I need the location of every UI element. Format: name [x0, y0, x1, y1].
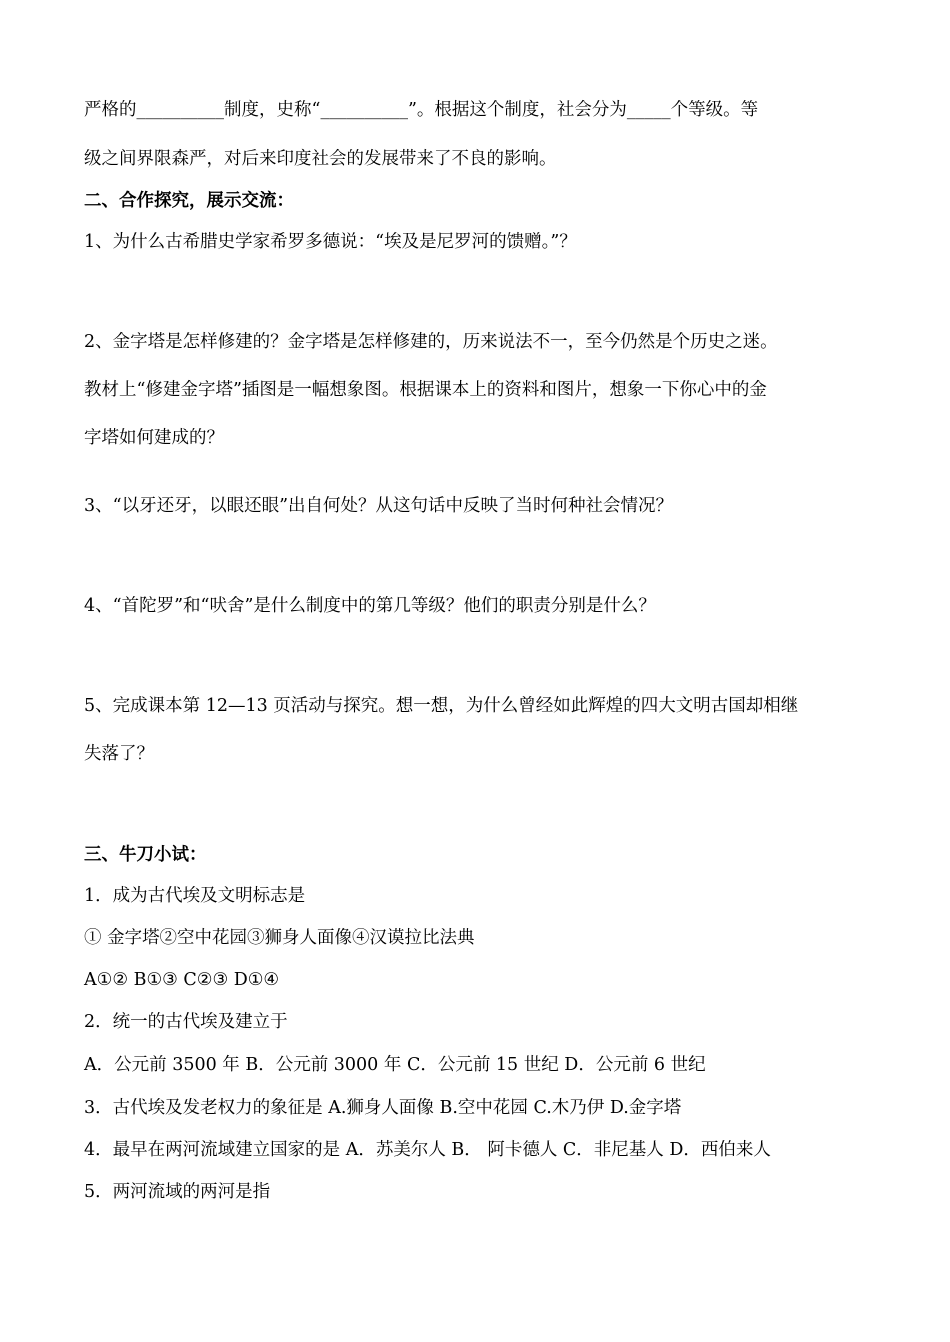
question-2-2-line-2: 教材上“修建金字塔”插图是一幅想象图。根据课本上的资料和图片，想象一下你心中的金	[84, 380, 767, 400]
question-3-1-items: ① 金字塔②空中花园③狮身人面像④汉谟拉比法典	[84, 928, 475, 948]
question-3-1-options: A①② B①③ C②③ D①④	[84, 970, 280, 990]
question-2-2-line-3: 字塔如何建成的？	[84, 428, 224, 448]
question-2-2-line-1: 2、金字塔是怎样修建的？金字塔是怎样修建的，历来说法不一，至今仍然是个历史之迷。	[84, 332, 778, 352]
section-2-heading: 二、合作探究，展示交流：	[84, 191, 294, 211]
question-3-2: 2．统一的古代埃及建立于	[84, 1012, 288, 1032]
question-3-1: 1．成为古代埃及文明标志是	[84, 886, 306, 906]
question-2-3: 3、“以牙还牙，以眼还眼”出自何处？从这句话中反映了当时何种社会情况？	[84, 496, 674, 516]
question-2-4: 4、“首陀罗”和“吠舍”是什么制度中的第几等级？他们的职责分别是什么？	[84, 596, 656, 616]
question-3-3: 3．古代埃及发老权力的象征是 A.狮身人面像 B.空中花园 C.木乃伊 D.金字塔	[84, 1098, 682, 1118]
question-2-5-line-2: 失落了？	[84, 744, 154, 764]
question-3-4: 4．最早在两河流域建立国家的是 A．苏美尔人 B． 阿卡德人 C．非尼基人 D．西伯来人	[84, 1140, 771, 1160]
question-3-5: 5．两河流域的两河是指	[84, 1182, 271, 1202]
question-3-2-options: A．公元前 3500 年 B．公元前 3000 年 C．公元前 15 世纪 D．公元前 6 世纪	[84, 1055, 706, 1075]
question-2-1: 1、为什么古希腊史学家希罗多德说：“埃及是尼罗河的馈赠。”？	[84, 232, 577, 252]
intro-line-1: 严格的__________制度，史称“__________”。根据这个制度，社会分为_____个等级。等	[84, 100, 759, 120]
question-2-5-line-1: 5、完成课本第 12—13 页活动与探究。想一想，为什么曾经如此辉煌的四大文明古国却相继	[84, 696, 799, 716]
section-3-heading: 三、牛刀小试：	[84, 845, 207, 865]
intro-line-2: 级之间界限森严，对后来印度社会的发展带来了不良的影响。	[84, 149, 557, 169]
